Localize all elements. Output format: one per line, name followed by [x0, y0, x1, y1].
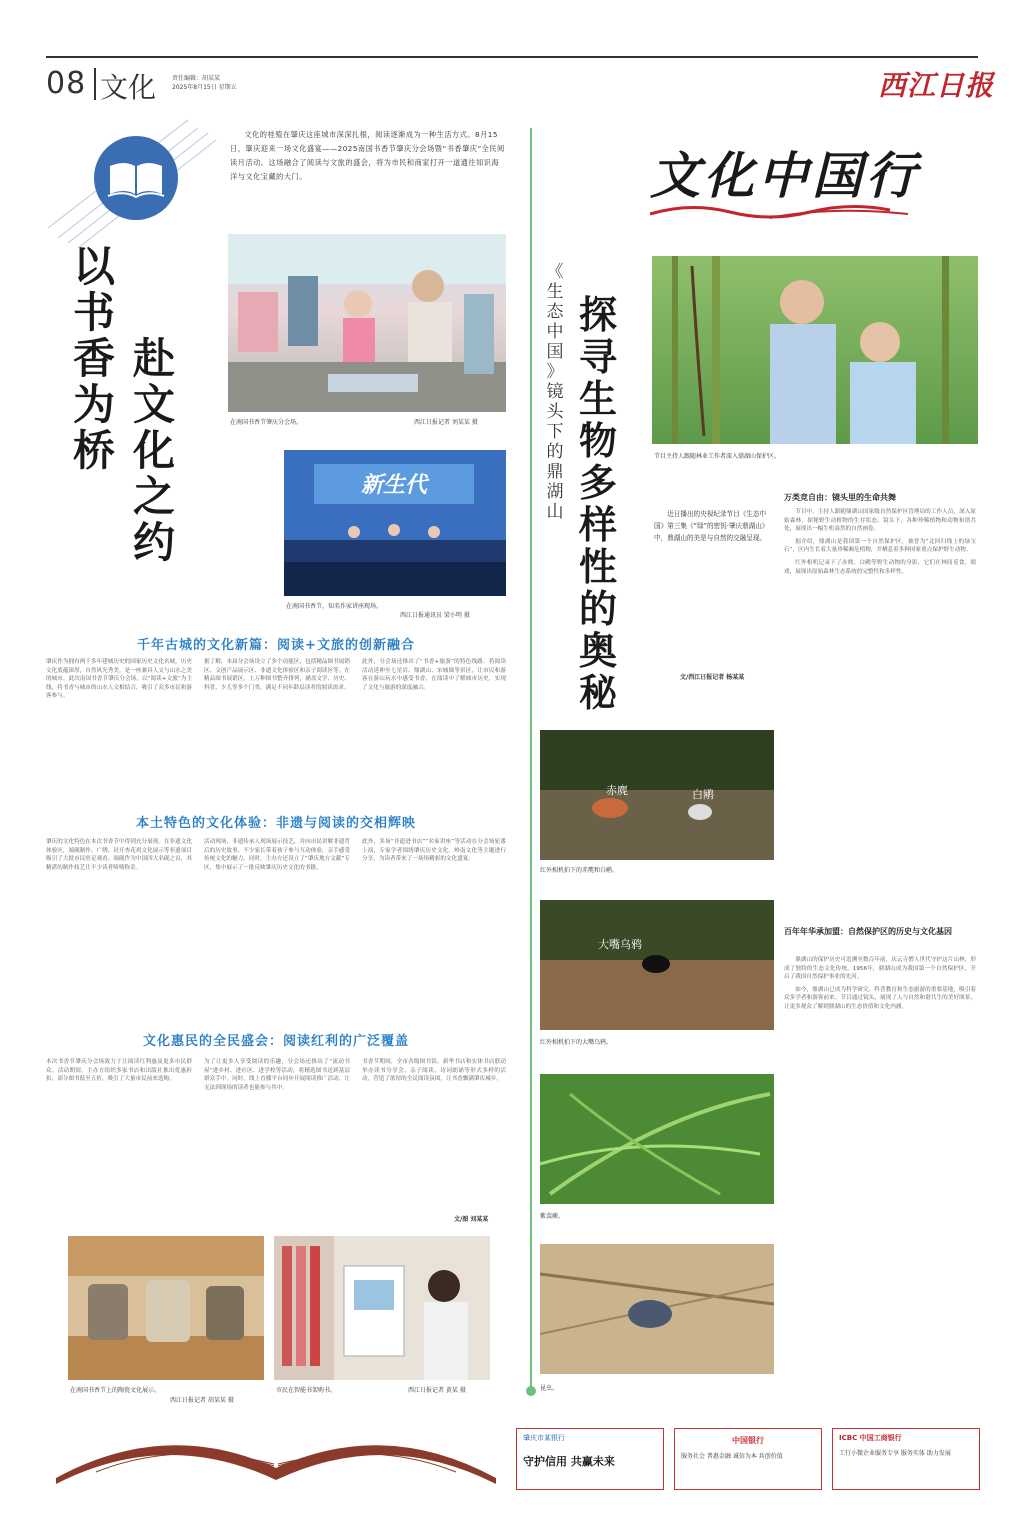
paragraph: 据介绍，鼎湖山是我国第一个自然保护区，被誉为“北回归线上的绿宝石”，区内生长着大量珍稀濒危植物，并栖息着多种国家重点保护野生动物。: [784, 538, 976, 554]
sub-char: 镜: [546, 382, 564, 402]
body-col-5: 活动现场，非遗传承人现场展示技艺，并向市民讲解非遗背后的历史故事。不少家长带着孩子参与互动体验，亲手感受传统文化的魅力。同时，主办方还设立了“肇庆地方文献”专区，集中展示了一批反映肇庆历史文化的书籍。: [204, 839, 350, 871]
paragraph: 如今，鼎湖山已成为科学研究、科普教育和生态旅游的重要基地，吸引着众多学者和游客前来。节目通过镜头，展现了人与自然和谐共生的美好图景，让更多观众了解到鼎湖山的生态价值和文化内涵。: [784, 986, 976, 1010]
right-photo1-caption: 节目主持人跟随林业工作者深入鼎湖山保护区。: [654, 453, 781, 460]
sub-char: 下: [546, 422, 564, 442]
headline-char: 探: [578, 292, 617, 337]
sub-char: 《: [546, 262, 564, 282]
sub-char: 态: [546, 302, 564, 322]
smart-bookshelf-photo: [274, 1236, 490, 1380]
book-icon: [94, 136, 178, 220]
right-lead-byline: 文/西江日报记者 杨某某: [680, 674, 745, 681]
photo2-credit: 西江日报通讯员 梁小明 摄: [400, 612, 470, 619]
headline-char: 香: [72, 334, 115, 383]
photo-caption: 昆虫。: [540, 1385, 559, 1392]
bookfair-photo: [228, 234, 506, 412]
headline-char: 以: [72, 242, 115, 291]
banner-text: 新生代: [360, 473, 427, 498]
photo4-credit: 西江日报记者 黄某 摄: [408, 1387, 466, 1394]
intro-paragraph: 文化的桂殖在肇庆这座城市深深扎根，阅读逐渐成为一种生活方式。8月15日，肇庆迎来一场文化盛宴——2025南国书香节肇庆分会场暨“书香肇庆”全民阅读月活动。这场融合了阅读与文旅的盛会，将为市民和商家打开一道通往知识海洋与文化宝藏的大门。: [230, 130, 505, 181]
sub-char: 山: [546, 502, 564, 522]
animal-label: 大嘴乌鸦: [598, 938, 642, 951]
headline-char: 化: [132, 426, 175, 475]
insect-photo: [540, 1244, 774, 1374]
right-headline: [576, 294, 620, 714]
body-col-6: 此外，多场“非遗进书店”“名家讲座”等活动在分会场轮番上演，专家学者围绕肇庆历史文化、岭南文化等主题进行分享，为读者带来了一场场精彩的文化盛宴。: [362, 839, 506, 863]
photo-caption: 红外相机拍下的赤麂和白鹇。: [540, 867, 619, 874]
body-col-1: 肇庆作为拥有两千多年建城历史的国家历史文化名城，历史文化底蕴深厚，自然风光秀美，是一座兼具人文与山水之美的城市。此次南国书香节肇庆分会场，以“阅读+文旅”为主线，将书香与城市的山水人文相结合，吸引了众多市民和游客参与。: [46, 659, 192, 700]
body-col-9: 书香节期间，全市各级图书馆、新华书店和实体书店联动举办读书分享会、亲子阅读、诗词朗诵等形式多样的活动，营造了浓厚的全民阅读氛围，让书香飘满肇庆城乡。: [362, 1059, 506, 1083]
lecture-photo: [284, 450, 506, 596]
sub-char: 》: [546, 362, 564, 382]
body-col-2: 据了解，本届分会场设立了多个功能区，包括精品图书展销区、文创产品展示区、非遗文化体验区和亲子阅读区等。在精品图书展销区，上万种图书整齐排列，涵盖文学、历史、科普、少儿等多个门类，满足不同年龄层读者的阅读需求。: [204, 659, 350, 691]
section-b-heading: 百年年华承加盟：自然保护区的历史与文化基因: [784, 927, 952, 936]
sub-char: 湖: [546, 482, 564, 502]
section-name: 文化: [100, 71, 157, 104]
swirl-decoration: [650, 200, 910, 222]
animal-label: 赤麂: [606, 784, 628, 797]
headline-char: 文: [132, 380, 175, 429]
headline-char: 的: [578, 586, 617, 631]
camera-trap-photo-1: [540, 730, 774, 860]
subheading-2: 本土特色的文化体验：非遗与阅读的交相辉映: [135, 816, 416, 831]
headline-char: 赴: [132, 334, 175, 383]
body-col-4: 肇庆的文化特色在本次书香节中得到充分展现。在非遗文化体验区，端砚制作、广绣、封开杏花鸡文化展示等非遗项目吸引了大批市民驻足观看。端砚作为中国四大名砚之首，其精湛的制作技艺让不少读者啧啧称奇。: [46, 839, 192, 871]
paragraph: 鼎湖山的保护历史可追溯至数百年前，庆云寺僧人世代守护这片山林，形成了独特的生态文化传统。1956年，鼎湖山成为我国第一个自然保护区，开启了我国自然保护事业的先河。: [784, 957, 976, 981]
headline-char: 书: [72, 288, 115, 337]
paragraph: 红外相机记录下了赤麂、白鹇等野生动物的身影，它们在林间觅食、嬉戏，展现出原始森林生态系统的完整性和多样性。: [784, 559, 976, 575]
ad-text: 工行小微企业服务专享 服务实体 助力发展: [839, 1450, 951, 1457]
sub-char: 中: [546, 322, 564, 342]
photo1-credit: 西江日报记者 刘某某 摄: [414, 419, 478, 426]
section-title: 文化中国行: [650, 146, 920, 205]
section-a-heading: 万类竞自由：镜头里的生命共舞: [784, 493, 896, 502]
photo1-caption: 在南国书香节肇庆分会场。: [230, 419, 303, 426]
camera-trap-photo-2: [540, 900, 774, 1030]
photo2-caption: 在南国书香节，知名作家讲座现场。: [286, 603, 383, 610]
headline-char: 桥: [72, 426, 115, 475]
ceramics-photo: [68, 1236, 264, 1380]
headline-char: 样: [578, 502, 617, 547]
animal-label: 白鹇: [692, 788, 714, 801]
photo3-caption: 在南国书香节上的陶瓷文化展示。: [70, 1387, 161, 1394]
ad-brand: ICBC 中国工商银行: [839, 1434, 902, 1442]
paragraph: 节目中，主持人跟随鼎湖山国家级自然保护区管理局的工作人员，深入原始森林，探秘野生动植物的生存状态。镜头下，各种珍稀植物和动物和谐共处，展现出一幅生机盎然的自然画卷。: [784, 509, 976, 533]
headline-col-2: [130, 336, 178, 566]
photo-caption: 紫萁蕨。: [540, 1213, 565, 1220]
ad-bank-1[interactable]: [516, 1428, 664, 1490]
subheading-3: 文化惠民的全民盛会：阅读红利的广泛覆盖: [142, 1034, 409, 1049]
headline-char: 约: [132, 518, 175, 567]
headline-char: 之: [132, 472, 175, 521]
article-byline: 文/图 刘某某: [454, 1216, 489, 1223]
body-col-8: 为了让更多人享受阅读的乐趣，分会场还推出了“流动书屋”进乡村、进社区、进学校等活动，将精选图书送到基层群众手中。同时，线上直播平台同步开展阅读推广活动，让无法到现场的读者也能参与其中。: [204, 1059, 350, 1091]
paper-logo: 西江日报: [878, 69, 995, 102]
ad-brand: 肇庆市某银行: [523, 1434, 565, 1442]
sub-char: 头: [546, 402, 564, 422]
sub-char: 鼎: [546, 462, 564, 482]
open-book-decoration: [56, 1408, 496, 1488]
photo3-credit: 西江日报记者 胡某某 摄: [170, 1397, 234, 1404]
headline-char: 为: [72, 380, 115, 429]
headline-char: 性: [578, 544, 617, 589]
sub-char: 国: [546, 342, 564, 362]
headline-col-1: [70, 244, 118, 474]
photo4-caption: 市民在智能书架购书。: [276, 1387, 337, 1394]
body-col-3: 此外，分会场还推出了“书香+旅游”的特色线路，将阅读活动延伸至七星岩、鼎湖山、宋城墙等景区，让市民和游客在游山玩水中感受书香，在阅读中了解城市历史，实现了文化与旅游的深度融合。: [362, 659, 506, 691]
right-lead: 近日播出的央视纪录节目《生态中国》第三集《“绿”的密钥·肇庆鼎湖山》中，鼎湖山的美是与自然的交融呈现。: [654, 510, 769, 542]
editor-info: [172, 74, 237, 92]
page-number: 08: [46, 66, 87, 101]
date-line: 2025年8月15日 星期五: [172, 84, 237, 91]
right-body-a: [784, 508, 976, 918]
divider-dot: [526, 1386, 536, 1396]
sub-char: 生: [546, 282, 564, 302]
headline-char: 奥: [578, 628, 617, 673]
masthead-separator: [94, 68, 96, 100]
headline-char: 寻: [578, 334, 617, 379]
column-divider: [530, 128, 532, 1392]
ad-bank-2[interactable]: [674, 1428, 822, 1490]
body-col-7: 本次书香节肇庆分会场致力于让阅读红利惠及更多市民群众。活动期间，主办方组织多家书店和出版社推出优惠折扣，部分图书低至五折，吸引了大量市民前来选购。: [46, 1059, 192, 1083]
sub-char: 的: [546, 442, 564, 462]
ad-slogan: 守护信用 共赢未来: [523, 1455, 615, 1468]
photo-caption: 红外相机拍下的大嘴乌鸦。: [540, 1039, 613, 1046]
right-body-b: [784, 956, 976, 1396]
right-subheadline: [544, 262, 566, 522]
subheading-1: 千年古城的文化新篇：阅读+文旅的创新融合: [137, 638, 415, 653]
editor-line: 责任编辑：胡某某: [172, 75, 221, 82]
headline-char: 多: [578, 460, 617, 505]
headline-char: 物: [578, 418, 617, 463]
hosts-forest-photo: [652, 256, 978, 444]
ad-bank-3[interactable]: [832, 1428, 980, 1490]
ad-text: 服务社会 普惠金融 诚信为本 共创价值: [681, 1453, 783, 1460]
headline-char: 生: [578, 376, 617, 421]
headline-char: 秘: [578, 670, 617, 715]
ad-brand: 中国银行: [732, 1436, 764, 1445]
masthead-rule: [46, 56, 978, 58]
fern-photo: [540, 1074, 774, 1204]
